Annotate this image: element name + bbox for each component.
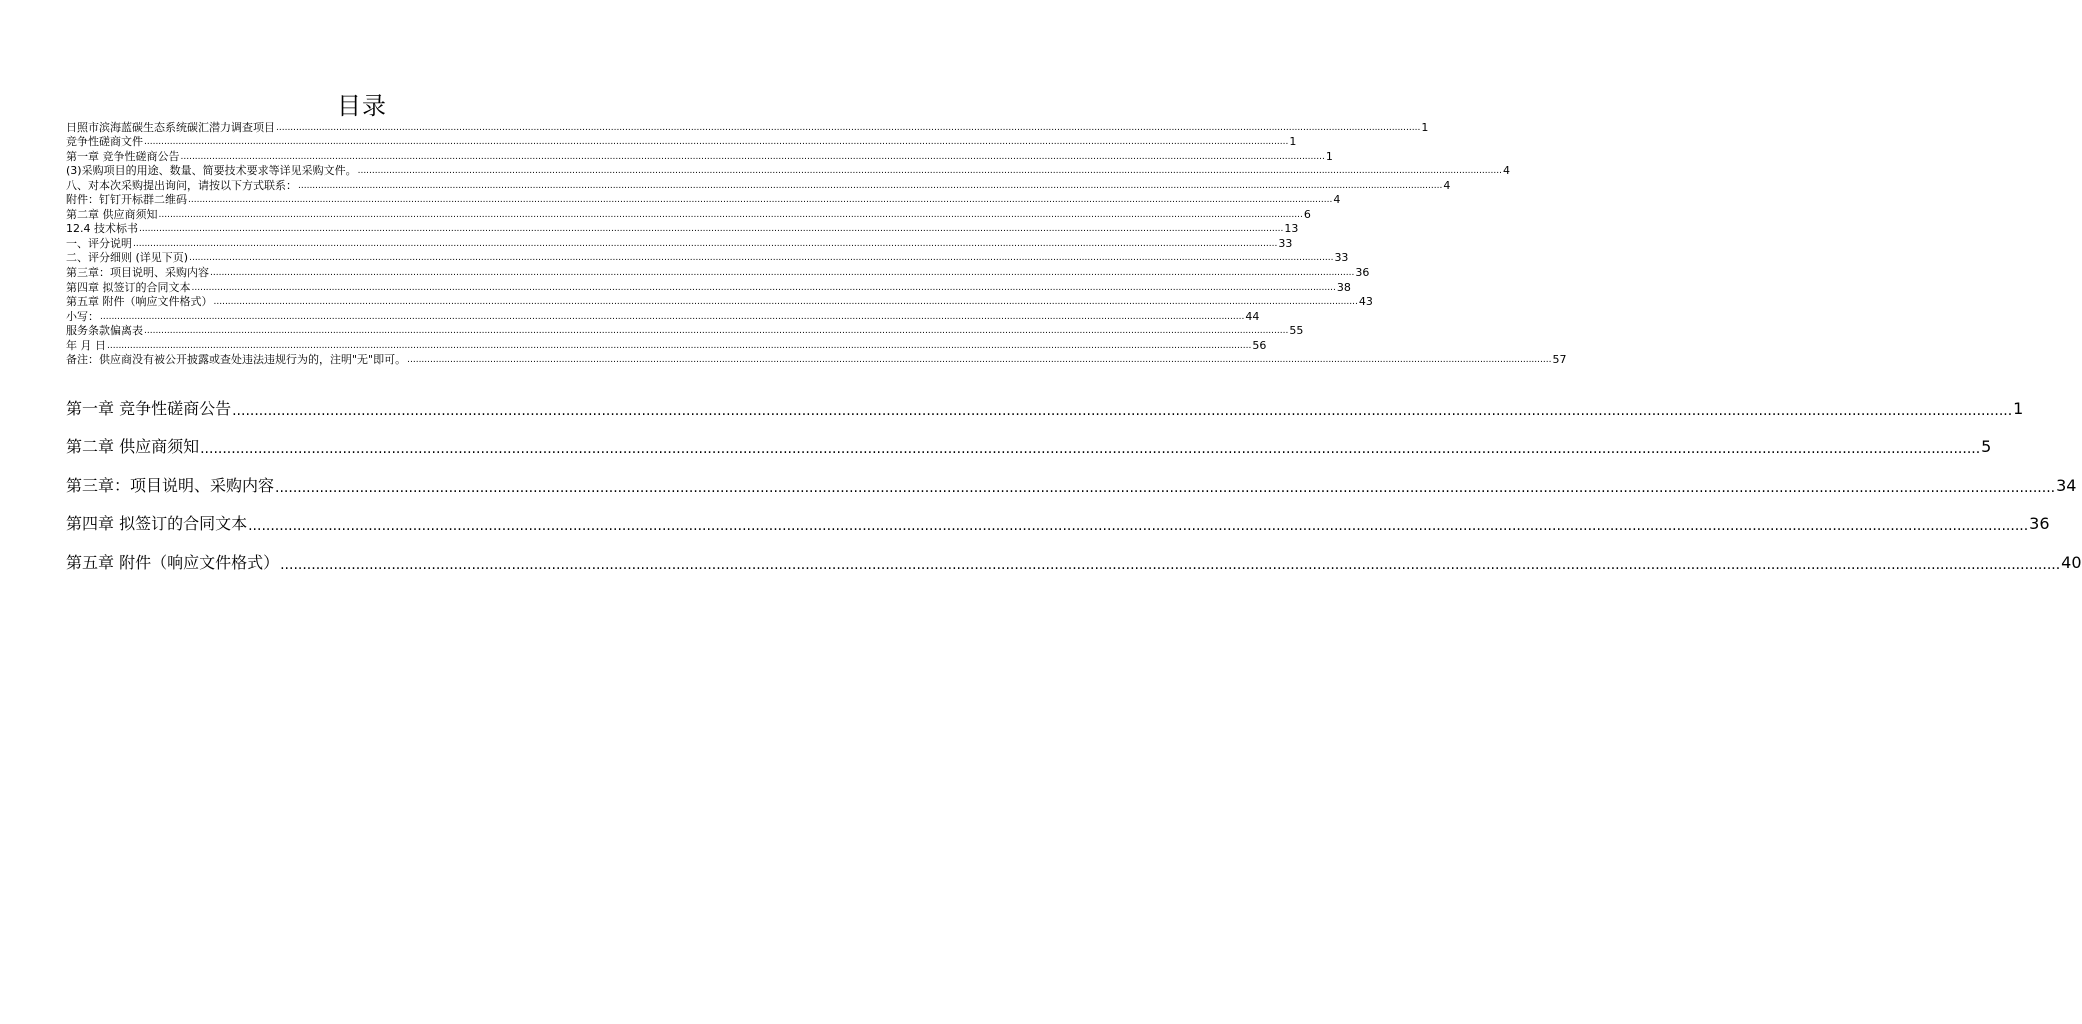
- toc-entry[interactable]: [66, 323, 1304, 338]
- toc-entry-label: 竞争性磋商文件: [66, 135, 143, 149]
- toc-entry-label: 服务条款偏离表: [66, 324, 143, 338]
- leader-dots: ................................................................................................................................................................................................................................................................................................................................................................................................................: [144, 137, 1289, 148]
- toc-chapter-page: 34: [2056, 475, 2077, 495]
- toc-chapter-label: 第一章 竞争性磋商公告: [66, 398, 232, 418]
- toc-chapter-label: 第二章 供应商须知: [66, 437, 200, 456]
- toc-entry-page: 1: [1325, 149, 1333, 163]
- leader-dots: ................................................................................................................................................................................................................................................................................................................................................................................................................: [280, 556, 2061, 573]
- toc-entry-label: 第四章 拟签订的合同文本: [66, 280, 191, 294]
- toc-entry[interactable]: [66, 250, 1349, 265]
- toc-entry[interactable]: [66, 206, 1311, 221]
- toc-entry-label: 二、评分细则 (详见下页): [66, 251, 189, 265]
- toc-chapter-page: 36: [2029, 514, 2050, 533]
- leader-dots: ................................................................................................................................................................................................................................................................................................................................................................................................................: [100, 311, 1245, 322]
- toc-entry-page: 4: [1333, 193, 1341, 207]
- toc-entry-page: 33: [1334, 251, 1349, 265]
- toc-chapter-entry[interactable]: [66, 535, 2082, 574]
- leader-dots: ................................................................................................................................................................................................................................................................................................................................................................................................................: [191, 282, 1336, 293]
- toc-entry-page: 1: [1289, 135, 1297, 149]
- toc-entry-label: 第五章 附件（响应文件格式）: [66, 295, 213, 309]
- toc-chapter-label: 第五章 附件（响应文件格式）: [66, 552, 280, 572]
- leader-dots: ................................................................................................................................................................................................................................................................................................................................................................................................................: [275, 479, 2056, 496]
- leader-dots: ................................................................................................................................................................................................................................................................................................................................................................................................................: [139, 224, 1284, 235]
- leader-dots: ................................................................................................................................................................................................................................................................................................................................................................................................................: [298, 180, 1443, 191]
- toc-entry[interactable]: [66, 148, 1333, 163]
- toc-entry-page: 56: [1252, 338, 1267, 352]
- leader-dots: ................................................................................................................................................................................................................................................................................................................................................................................................................: [180, 151, 1325, 162]
- toc-entry-page: 44: [1245, 309, 1260, 323]
- toc-chapter-list: [66, 381, 2082, 574]
- toc-entry[interactable]: [66, 279, 1351, 294]
- leader-dots: ................................................................................................................................................................................................................................................................................................................................................................................................................: [200, 441, 1981, 457]
- toc-entry-label: 小写：: [66, 309, 99, 323]
- toc-entry-label: 12.4 技术标书: [66, 222, 138, 236]
- toc-entry-page: 4: [1502, 164, 1510, 178]
- toc-chapter-entry[interactable]: [66, 458, 2077, 497]
- leader-dots: ................................................................................................................................................................................................................................................................................................................................................................................................................: [158, 209, 1303, 220]
- leader-dots: ................................................................................................................................................................................................................................................................................................................................................................................................................: [357, 166, 1502, 177]
- toc-chapter-entry[interactable]: [66, 497, 2050, 536]
- toc-entry[interactable]: [66, 352, 1567, 367]
- toc-entry-page: 1: [1421, 120, 1429, 134]
- toc-chapter-label: 第四章 拟签订的合同文本: [66, 514, 248, 533]
- leader-dots: ................................................................................................................................................................................................................................................................................................................................................................................................................: [133, 238, 1278, 249]
- toc-entry-label: 第一章 竞争性磋商公告: [66, 149, 180, 163]
- toc-entry-page: 36: [1355, 266, 1370, 280]
- toc-entry[interactable]: [66, 192, 1341, 207]
- toc-entry-page: 55: [1289, 324, 1304, 338]
- toc-entry-label: 日照市滨海蓝碳生态系统碳汇潜力调查项目: [66, 120, 275, 134]
- toc-entry[interactable]: [66, 177, 1451, 192]
- toc-entry[interactable]: [66, 235, 1293, 250]
- toc-entry-label: 第三章：项目说明、采购内容: [66, 266, 209, 280]
- toc-entry[interactable]: [66, 134, 1297, 149]
- toc-chapter-page: 5: [1981, 437, 1992, 456]
- toc-entry-label: 一、评分说明: [66, 236, 132, 250]
- toc-entry-label: 第二章 供应商须知: [66, 207, 158, 221]
- toc-entry-page: 38: [1336, 280, 1351, 294]
- toc-chapter-page: 1: [2013, 398, 2024, 418]
- leader-dots: ................................................................................................................................................................................................................................................................................................................................................................................................................: [144, 326, 1289, 337]
- leader-dots: ................................................................................................................................................................................................................................................................................................................................................................................................................: [188, 195, 1333, 206]
- toc-entry[interactable]: [66, 221, 1299, 236]
- leader-dots: ................................................................................................................................................................................................................................................................................................................................................................................................................: [232, 402, 2013, 419]
- toc-entry[interactable]: [66, 294, 1373, 309]
- toc-entry-page: 33: [1278, 236, 1293, 250]
- leader-dots: ................................................................................................................................................................................................................................................................................................................................................................................................................: [248, 518, 2029, 534]
- toc-entry-label: (3)采购项目的用途、数量、简要技术要求等详见采购文件。: [66, 164, 357, 178]
- toc-entry-label: 八、对本次采购提出询问，请按以下方式联系：: [66, 178, 297, 192]
- toc-entry-label: 年 月 日: [66, 338, 106, 352]
- toc-entry-label: 附件：钉钉开标群二维码: [66, 193, 187, 207]
- toc-entry[interactable]: [66, 337, 1267, 352]
- toc-entry[interactable]: [66, 163, 1510, 178]
- toc-chapter-page: 40: [2061, 552, 2082, 572]
- toc-chapter-label: 第三章：项目说明、采购内容: [66, 475, 275, 495]
- toc-entry-label: 备注：供应商没有被公开披露或查处违法违规行为的，注明"无"即可。: [66, 353, 407, 367]
- toc-entry-page: 6: [1303, 207, 1311, 221]
- toc-title: 目录: [337, 92, 387, 120]
- toc-entry-page: 4: [1443, 178, 1451, 192]
- leader-dots: ................................................................................................................................................................................................................................................................................................................................................................................................................: [189, 253, 1334, 264]
- leader-dots: ................................................................................................................................................................................................................................................................................................................................................................................................................: [210, 268, 1355, 279]
- toc-chapter-entry[interactable]: [66, 420, 1992, 459]
- leader-dots: ................................................................................................................................................................................................................................................................................................................................................................................................................: [276, 122, 1421, 133]
- toc-entry-page: 57: [1552, 353, 1567, 367]
- leader-dots: ................................................................................................................................................................................................................................................................................................................................................................................................................: [107, 340, 1252, 351]
- toc-detailed-list: [66, 119, 1567, 367]
- toc-entry[interactable]: [66, 119, 1429, 134]
- leader-dots: ................................................................................................................................................................................................................................................................................................................................................................................................................: [407, 355, 1552, 366]
- toc-entry-page: 13: [1284, 222, 1299, 236]
- toc-chapter-entry[interactable]: [66, 381, 2024, 420]
- toc-entry-page: 43: [1358, 295, 1373, 309]
- leader-dots: ................................................................................................................................................................................................................................................................................................................................................................................................................: [213, 297, 1358, 308]
- toc-entry[interactable]: [66, 308, 1260, 323]
- toc-entry[interactable]: [66, 264, 1370, 280]
